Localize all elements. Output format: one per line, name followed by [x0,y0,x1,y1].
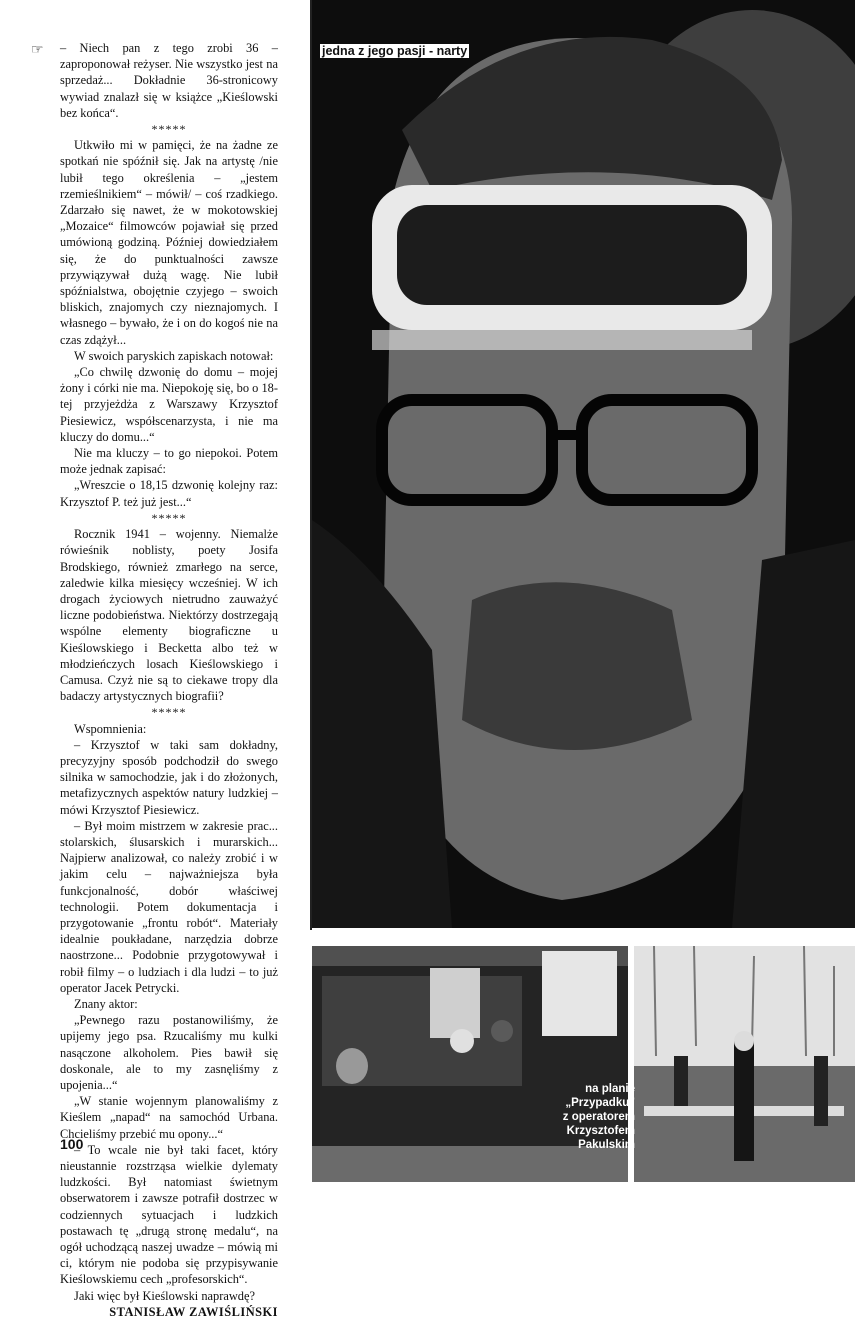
paragraph: Rocznik 1941 – wojenny. Niemalże rówieśnik noblisty, poety Josifa Brodskiego, również zmarłego na serce, zaledwie kilka miesięcy wcześniej. W ich drogach życiowych nietrudno zauważyć liczne podobieństwa. Niektórzy dostrzegają wspólne elementy biograficzne u Kieślowskiego i Becketta albo też w młodzieńczych losach Kieślowskiego i Camusa. Czyż nie są to ciekawe tropy dla badaczy artystycznych biografii? [60,527,278,704]
paragraph: – Niech pan z tego zrobi 36 – zaproponował reżyser. Nie wszystko jest na sprzedaż... Dokładnie 36-stronicowy wywiad znalazł się w książce „Kieślowski bez końca“. [60,41,278,120]
author-signature: STANISŁAW ZAWIŚLIŃSKI [109,1304,278,1319]
paragraph: W swoich paryskich zapiskach notował: [74,348,274,363]
portrait-photo [312,0,855,928]
paragraph: „Pewnego razu postanowiliśmy, że upijemy jego psa. Rzucaliśmy mu kulki nasączone alkoholem. Pies bawił się doskonale, ale to my zasnęliśmy z upojenia...“ [60,1013,278,1092]
pointing-hand-icon: ☞ [31,43,44,58]
paragraph: – Był moim mistrzem w zakresie prac... stolarskich, ślusarskich i murarskich... Najpierw analizował, co należy zrobić i w jakim celu – najważniejsza była funkcjonalność, dobór właściwej technologii. Potem dokumentacja i przygotowanie „frontu robót“. Materiały idealnie poukładane, narzędzia dobrze naostrzone... Podobnie przygotowywał i robił filmy – o ludziach i dla ludzi – to już operator Jacek Petrycki. [60,818,278,995]
bottom-photo-caption [545,1082,635,1152]
paragraph: – To wcale nie był taki facet, który nieustannie rozstrząsa wielkie dylematy ludzkości. Był natomiast świetnym obserwatorem i zawsze potrafił dostrzec w codziennych sytuacjach i ludzkich postawach tę „drugą stronę medalu“, na ogół uchodzącą naszej uwadze – mówią mi ci, którym nie podoba się przypisywanie Kieślowskiemu cech „profesorskich“. [60,1142,278,1287]
paragraph: Wspomnienia: [74,721,147,736]
section-separator: ***** [151,705,187,720]
caption-line: z operatorem [562,1111,635,1123]
paragraph: Nie ma kluczy – to go niepokoi. Potem może jednak zapisać: [60,446,278,477]
article-text-column [60,40,278,1320]
main-photo-caption: jedna z jego pasji - narty [322,44,468,58]
section-separator: ***** [151,122,187,137]
construction-photo [634,946,855,1182]
caption-line: na planie [585,1083,635,1095]
section-separator: ***** [151,510,187,525]
construction-illustration [634,946,855,1182]
paragraph: – Krzysztof w taki sam dokładny, precyzyjny sposób podchodził do swego silnika w samochodzie, jak i do złożonych, metafizycznych aspektów natury ludzkiej – mówi Krzysztof Piesiewicz. [60,737,278,817]
paragraph: Jaki więc był Kieślowski naprawdę? [74,1288,255,1303]
paragraph: „Co chwilę dzwonię do domu – mojej żony i córki nie ma. Niepokoję się, bo o 18-tej przyjeżdża z Warszawy Krzysztof Piesiewicz, współscenarzysta, i nie ma kluczy do domu...“ [60,365,278,444]
portrait-illustration [312,0,855,928]
caption-line: „Przypadku” [565,1097,635,1109]
caption-line: Krzysztofem [566,1125,635,1137]
paragraph: „Wreszcie o 18,15 dzwonię kolejny raz: Krzysztof P. też już jest...“ [60,478,278,509]
caption-line: Pakulskim [578,1139,635,1151]
page-number: 100 [60,1136,84,1152]
paragraph: „W stanie wojennym planowaliśmy z Kieślem „napad“ na samochód Urbana. Chcieliśmy przebić mu opony...“ [60,1094,278,1141]
paragraph: Znany aktor: [74,996,138,1011]
paragraph: Utkwiło mi w pamięci, że na żadne ze spotkań nie spóźnił się. Jak na artystę /nie lubił tego określenia – „jestem rzemieślnikiem“ – mówił/ – coś rzadkiego. Zdarzało się nawet, że w mokotowskiej „Mozaice“ filmowców pojawiał się przed umówioną godziną. Później dowiedziałem się, że do punktualności zawsze przywiązywał dużą wagę. Nie lubił spóźnialstwa, obojętnie czyjego – swoich bliskich, znajomych czy nieznajomych. I własnego – bywało, że i on do kogoś nie na czas zdążył... [60,138,278,347]
